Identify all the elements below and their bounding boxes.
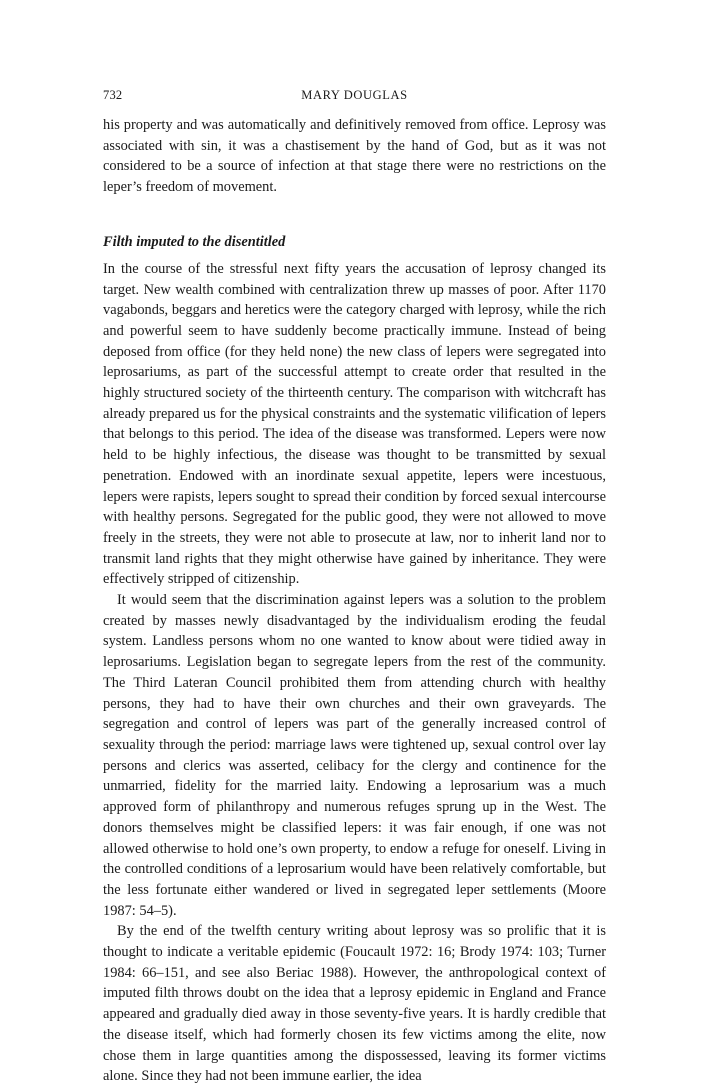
book-page <box>103 88 606 1087</box>
body-paragraph-4: By the end of the twelfth century writing about leprosy was so prolific that it is thought to indicate a veritable epidemic (Foucault 1972: 16; Brody 1974: 103; Turner 1984: 66–151, and see also Beriac 1988). However, the anthropological context of imputed filth throws doubt on the idea that a leprosy epidemic in England and France appeared and gradually died away in those seventy-five years. It is hardly credible that the disease itself, which had formerly chosen its few victims among the elite, now chose them in large quantities among the dispossessed, leaving its former victims alone. Since they had not been immune earlier, the idea <box>103 923 606 1085</box>
section-heading: Filth imputed to the disentitled <box>103 233 286 250</box>
body-paragraph-1: his property and was automatically and definitively removed from office. Leprosy was associated with sin, it was a chastisement by the hand of God, but as it was not considered to be a source of infection at that stage there were no restrictions on the leper’s freedom of movement. <box>103 117 606 196</box>
running-title: MARY DOUGLAS <box>301 88 408 102</box>
running-head <box>103 88 606 108</box>
body-paragraph-3: It would seem that the discrimination against lepers was a solution to the problem created by masses newly disadvantaged by the individualism eroding the feudal system. Landless persons whom no one wanted to know about were tidied away in leprosariums. Legislation began to segregate lepers from the rest of the community. The Third Lateran Council prohibited them from attending church with healthy persons, they had to have their own churches and their own graveyards. The segregation and control of lepers was part of the generally increased control of sexuality through the period: marriage laws were tightened up, sexual control over lay persons and clerics was asserted, celibacy for the clergy and continence for the unmarried, fidelity for the married laity. Endowing a leprosarium was a much approved form of philanthropy and numerous refuges sprung up in the West. The donors themselves might be classified lepers: it was fair enough, if one was not allowed otherwise to hold one’s own property, to endow a refuge for oneself. Living in the controlled conditions of a leprosarium would have been relatively comfortable, but the less fortunate either wandered or lived in segregated leper settlements (Moore 1987: 54–5). <box>103 592 606 919</box>
body-paragraph-2: In the course of the stressful next fifty years the accusation of leprosy changed its target. New wealth combined with centralization threw up masses of poor. After 1170 vagabonds, beggars and heretics were the category charged with leprosy, while the rich and powerful seem to have suddenly become practically immune. Instead of being deposed from office (for they held none) the new class of lepers were segregated into leprosariums, as part of the successful attempt to create order that resulted in the highly structured society of the thirteenth century. The comparison with witchcraft has already prepared us for the physical constraints and the systematic vilification of lepers that belongs to this period. The idea of the disease was transformed. Lepers were now held to be highly infectious, the disease was thought to be transmitted by sexual penetration. Endowed with an inordinate sexual appetite, lepers were incestuous, lepers were rapists, lepers sought to spread their condition by forced sexual intercourse with healthy persons. Segregated for the public good, they were not allowed to move freely in the streets, they were not able to prosecute at law, nor to inherit land nor to transmit land rights that they might otherwise have gained by inheritance. They were effectively stripped of citizenship. <box>103 260 606 588</box>
page-number: 732 <box>103 88 123 102</box>
